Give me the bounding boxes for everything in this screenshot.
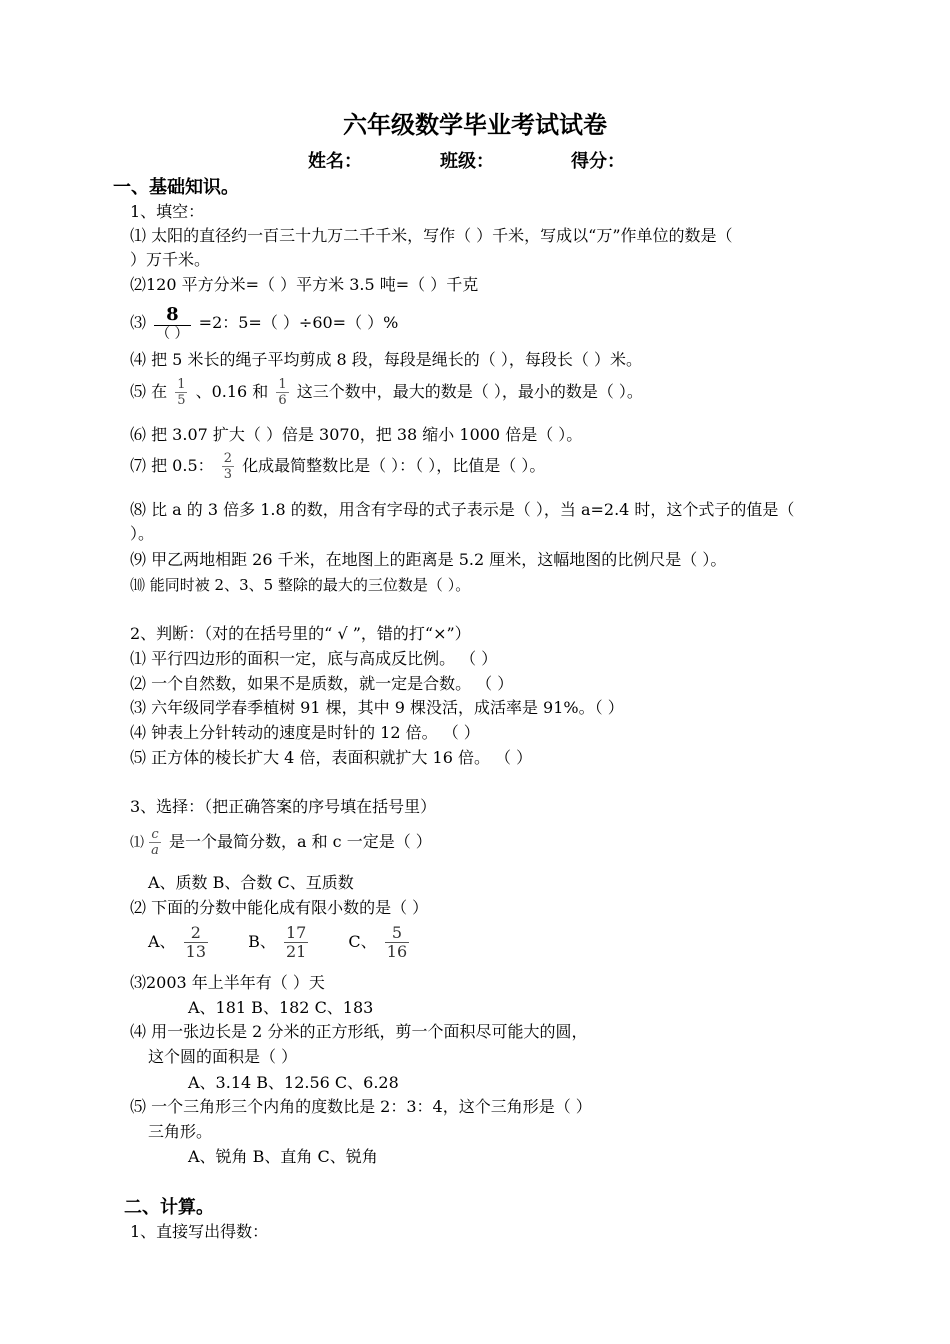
class-field-label: 班级： bbox=[440, 151, 494, 172]
option-a-label: A、 bbox=[148, 932, 176, 951]
judge-item-2: ⑵ 一个自然数，如果不是质数，就一定是合数。 （ ） bbox=[130, 674, 514, 693]
choice-item-1-prefix: ⑴ bbox=[130, 835, 144, 851]
fill-item-7-text: 化成最简整数比是（ ）：（ ），比值是（ ）。 bbox=[242, 456, 546, 475]
fill-item-4: ⑷ 把 5 米长的绳子平均剪成 8 段，每段是绳长的（ ），每段长（ ）米。 bbox=[130, 350, 642, 369]
option-b-label: B、 bbox=[248, 932, 276, 951]
fill-item-5 bbox=[130, 378, 643, 407]
fill-item-3-text: =2：5=（ ）÷60=（ ）% bbox=[198, 313, 399, 332]
fraction-c-over-a bbox=[149, 828, 161, 857]
fill-item-5-text: 这三个数中，最大的数是（ ），最小的数是（ ）。 bbox=[296, 382, 643, 401]
fraction-denominator: （ ） bbox=[156, 326, 189, 342]
choice-item-4a: ⑷ 用一张边长是 2 分米的正方形纸，剪一个面积尽可能大的圆， bbox=[130, 1022, 588, 1041]
fill-item-3-prefix: ⑶ bbox=[130, 313, 147, 332]
question-1-label: 1、填空： bbox=[130, 202, 205, 221]
fill-item-9: ⑼ 甲乙两地相距 26 千米，在地图上的距离是 5.2 厘米，这幅地图的比例尺是（ ）。 bbox=[130, 550, 727, 569]
section-1-heading: 一、基础知识。 bbox=[113, 177, 239, 198]
fraction-numerator: 5 bbox=[391, 923, 403, 942]
choice-item-1-options: A、质数 B、合数 C、互质数 bbox=[148, 873, 354, 892]
calc-question-1-label: 1、直接写出得数： bbox=[130, 1222, 269, 1241]
choice-item-3-options: A、181 B、182 C、183 bbox=[188, 998, 374, 1017]
fraction-denominator: 5 bbox=[177, 393, 186, 408]
fill-item-10: ⑽ 能同时被 2、3、5 整除的最大的三位数是（ ）。 bbox=[130, 576, 471, 594]
fraction-numerator: 1 bbox=[177, 377, 186, 392]
fraction-denominator: 6 bbox=[278, 393, 287, 408]
fraction-2-13 bbox=[184, 925, 208, 960]
question-2-label: 2、判断：（对的在括号里的“ √ ”，错的打“×”） bbox=[130, 624, 471, 643]
exam-title: 六年级数学毕业考试试卷 bbox=[343, 110, 607, 139]
fraction-numerator: 2 bbox=[190, 923, 201, 942]
choice-item-5b: 三角形。 bbox=[148, 1122, 213, 1141]
fraction-5-16 bbox=[385, 925, 409, 960]
choice-item-5-options: A、锐角 B、直角 C、锐角 bbox=[188, 1147, 378, 1166]
choice-item-4-options: A、3.14 B、12.56 C、6.28 bbox=[188, 1073, 399, 1092]
fill-item-5-prefix: ⑸ 在 bbox=[130, 382, 168, 401]
fill-item-7 bbox=[130, 452, 545, 481]
fraction-numerator: 8 bbox=[166, 304, 179, 325]
question-3-label: 3、选择：（把正确答案的序号填在括号里） bbox=[130, 797, 437, 816]
fraction-numerator: c bbox=[151, 827, 159, 842]
choice-item-2-options bbox=[148, 925, 412, 960]
section-2-heading: 二、计算。 bbox=[124, 1197, 214, 1218]
fraction-17-21 bbox=[284, 925, 308, 960]
fraction-denominator: 21 bbox=[285, 942, 307, 961]
name-field-label: 姓名： bbox=[308, 151, 362, 172]
choice-item-5a: ⑸ 一个三角形三个内角的度数比是 2：3：4，这个三角形是（ ） bbox=[130, 1097, 592, 1116]
fraction-denominator: 16 bbox=[386, 942, 408, 961]
judge-item-4: ⑷ 钟表上分针转动的速度是时针的 12 倍。 （ ） bbox=[130, 723, 480, 742]
fraction-denominator: a bbox=[151, 843, 159, 858]
judge-item-5: ⑸ 正方体的棱长扩大 4 倍，表面积就扩大 16 倍。 （ ） bbox=[130, 748, 533, 767]
fraction-denominator: 3 bbox=[223, 467, 232, 482]
fraction-numerator: 1 bbox=[278, 377, 287, 392]
fraction-one-fifth bbox=[175, 378, 187, 407]
choice-item-1-text: 是一个最简分数，a 和 c 一定是（ ） bbox=[168, 832, 432, 851]
fraction-one-sixth bbox=[276, 378, 288, 407]
fill-item-5-middle: 、0.16 和 bbox=[195, 382, 269, 401]
fraction-two-thirds bbox=[222, 452, 234, 481]
fill-item-1a: ⑴ 太阳的直径约一百三十九万二千千米，写作（ ）千米，写成以“万”作单位的数是（ bbox=[130, 226, 733, 245]
option-c-label: C、 bbox=[348, 932, 377, 951]
judge-item-3: ⑶ 六年级同学春季植树 91 棵，其中 9 棵没活，成活率是 91%。（ ） bbox=[130, 698, 624, 717]
choice-item-4b: 这个圆的面积是（ ） bbox=[148, 1047, 298, 1066]
fill-item-3-fraction bbox=[154, 306, 190, 341]
fraction-numerator: 17 bbox=[285, 923, 307, 942]
fill-item-8b: ）。 bbox=[130, 524, 155, 543]
fill-item-1b: ）万千米。 bbox=[130, 250, 211, 269]
fill-item-6: ⑹ 把 3.07 扩大（ ）倍是 3070，把 38 缩小 1000 倍是（ ）。 bbox=[130, 425, 583, 444]
judge-item-1: ⑴ 平行四边形的面积一定，底与高成反比例。 （ ） bbox=[130, 649, 498, 668]
fraction-numerator: 2 bbox=[223, 451, 232, 466]
fill-item-8a: ⑻ 比 a 的 3 倍多 1.8 的数，用含有字母的式子表示是（ ），当 a=2.4 时，这个式子的值是（ bbox=[130, 500, 795, 519]
choice-item-2: ⑵ 下面的分数中能化成有限小数的是（ ） bbox=[130, 898, 429, 917]
choice-item-3: ⑶2003 年上半年有（ ）天 bbox=[130, 973, 325, 992]
fill-item-2: ⑵120 平方分米=（ ）平方米 3.5 吨=（ ）千克 bbox=[130, 275, 479, 294]
fill-item-3 bbox=[130, 306, 398, 341]
choice-item-1 bbox=[130, 828, 432, 857]
score-field-label: 得分： bbox=[571, 151, 625, 172]
fill-item-7-prefix: ⑺ 把 0.5： bbox=[130, 456, 214, 475]
fraction-denominator: 13 bbox=[185, 942, 207, 961]
